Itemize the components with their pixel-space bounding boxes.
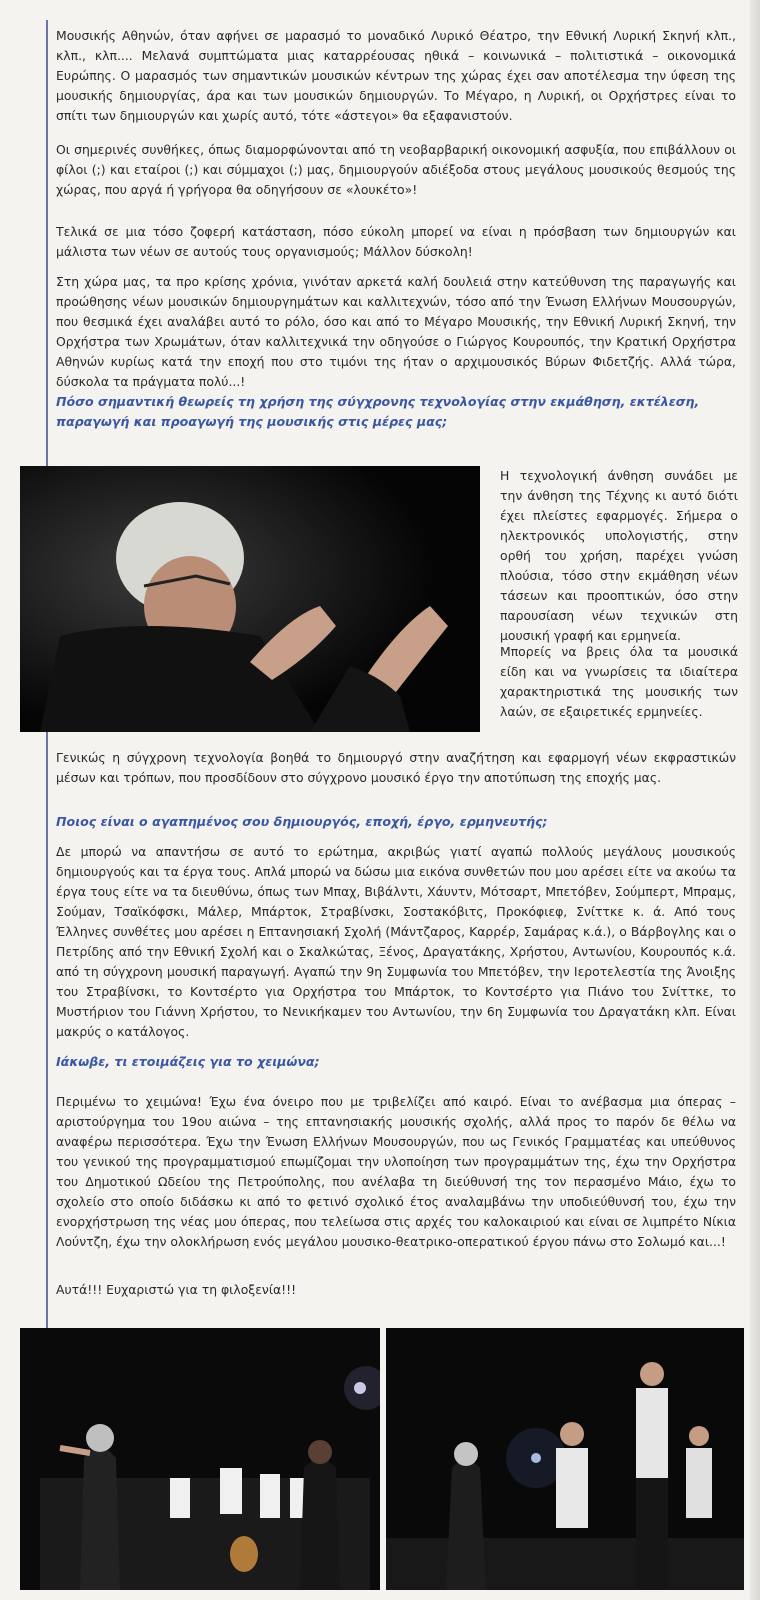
question-winter: Ιάκωβε, τι ετοιμάζεις για το χειμώνα; (56, 1054, 320, 1069)
answer-technology-side: Η τεχνολογική άνθηση συνάδει με την άνθηση της Τέχνης κι αυτό διότι έχει πλείστες εφαρμογές. Σήμερα ο ηλεκτρονικός υπολογιστής, στην ορθή του χρήση, παρέχει γνώση πλούσια, τόσο στην εκμάθηση νέων τάσεων και προοπτικών, όσο στην παρουσίαση νέων τεχνικών στη μουσική γραφή και ερμηνεία. (500, 468, 738, 643)
paragraph-access: Τελικά σε μια τόσο ζοφερή κατάσταση, πόσο εύκολη μπορεί να είναι η πρόσβαση των δημιουργών και μάλιστα των νέων σε αυτούς τους οργανισμούς; Μάλλον δύσκολη! (56, 224, 736, 259)
paragraph-conditions: Οι σημερινές συνθήκες, όπως διαμορφώνονται από τη νεοβαρβαρική οικονομική ασφυξία, που επιβάλλουν οι φίλοι (;) και εταίροι (;) και σύμμαχοι (;) μας, δημιουργούν αδιέξοδα στους μεγάλους μουσικούς θεσμούς της χώρας, που αργά ή γρήγορα θα οδηγήσουν σε «λουκέτο»! (56, 142, 736, 197)
paragraph-pre-crisis: Στη χώρα μας, τα προ κρίσης χρόνια, γινόταν αρκετά καλή δουλειά στην κατεύθυνση της παραγωγής και προώθησης νέων μουσικών δημιουργημάτων και καλλιτεχνών, τόσο από την Ένωση Ελλήνων Μουσουργών, που θεσμικά έχει αναλάβει αυτό το ρόλο, όσο και από το Μέγαρο Μουσικής, την Εθνική Λυρική Σκηνή, την Ορχήστρα των Χρωμάτων, όταν καλλιτεχνικά την οδηγούσε ο Γιώργος Κουρουπός, την Κρατική Ορχήστρα Αθηνών κυρίως κατά την εποχή που στο τιμόνι της ήταν ο αρχιμουσικός Βύρων Φιδετζής. Αλλά τώρα, δύσκολα τα πράγματα πολύ...! (56, 274, 736, 389)
answer-genres-side: Μπορείς να βρεις όλα τα μουσικά είδη και να γνωρίσεις τα ιδιαίτερα χαρακτηριστικά της μουσικής των λαών, σε εξαιρετικές ερμηνείες. (500, 644, 738, 719)
page-edge-shadow (750, 0, 760, 1600)
choir-stage-photo (386, 1328, 744, 1590)
answer-winter: Περιμένω το χειμώνα! Έχω ένα όνειρο που με τριβελίζει από καιρό. Είναι το ανέβασμα μια όπερας – αριστούργημα του 19ου αιώνα – της επτανησιακής μουσικής σχολής, αλλά προς το παρόν δε θέλω να αναφέρω περισσότερα. Έχω την Ένωση Ελλήνων Μουσουργών, που ως Γενικός Γραμματέας και υπεύθυνος του γενικού της προγραμματισμού επωμίζομαι την υλοποίηση των προγραμμάτων της, έχω την Ορχήστρα του Δημοτικού Ωδείου της Πετρούπολης, που ανέλαβα τη διεύθυνσή της τον περασμένο Μάιο, έχω το σχολείο στο οποίο διδάσκω κι από το φετινό σχολικό έτος αναλαμβάνω την υποδιεύθυνσή του, έχω την ενορχήστρωση της νέας μου όπερας, που τελείωσα στις αρχές του καλοκαιριού και είναι σε λιμπρέτο Νίκια Λούντζη, έχω την ολοκλήρωση ενός μεγάλου μουσικο-θεατρικο-οπερατικού έργου πάνω στο Σολωμό και...! (56, 1094, 736, 1249)
orchestra-stage-photo (20, 1328, 380, 1590)
conductor-portrait-photo (20, 466, 480, 732)
paragraph-technology-summary: Γενικώς η σύγχρονη τεχνολογία βοηθά το δημιουργό στην αναζήτηση και εφαρμογή νέων εκφραστικών μέσων και τρόπων, που προσδίδουν στο σύγχρονο μουσικό έργο την αποτύπωση της εποχής μας. (56, 750, 736, 785)
question-favorite: Ποιος είναι ο αγαπημένος σου δημιουργός, εποχή, έργο, ερμηνευτής; (56, 814, 548, 829)
answer-favorite: Δε μπορώ να απαντήσω σε αυτό το ερώτημα, ακριβώς γιατί αγαπώ πολλούς μεγάλους μουσικούς δημιουργούς και τα έργα τους. Απλά μπορώ να δώσω μια εικόνα συνθετών που μου αρέσει είτε να ακούω τα έργα τους είτε να τα διευθύνω, όπως των Μπαχ, Βιβάλντι, Χάυντν, Μότσαρτ, Μπετόβεν, Σούμπερτ, Μπραμς, Σούμαν, Τσαϊκόφσκι, Μάλερ, Μπάρτοκ, Στραβίνσκι, Σοστακόβιτς, Προκόφιεφ, Σνίττκε κ. ά. Από τους Έλληνες συνθέτες μου αρέσει η Επτανησιακή Σχολή (Μάντζαρος, Καρρέρ, Σαμάρας κ.ά.), ο Βάρβογλης και ο Πετρίδης από την Εθνική Σχολή και ο Σκαλκώτας, Ξένος, Δραγατάκης, Χρήστου, Αντωνίου, Κουρουπός κ.ά. από τη σύγχρονη μουσική παραγωγή. Αγαπώ την 9η Συμφωνία του Μπετόβεν, την Ιεροτελεστία της Άνοιξης του Στραβίνσκι, το Κοντσέρτο για Ορχήστρα του Μπάρτοκ, το Κοντσέρτο για Πιάνο του Σνίττκε, το Μυστήριον του Γιάννη Χρήστου, το Νενικήκαμεν του Αντωνίου, την 6η Συμφωνία του Δραγατάκη κλπ. Είναι μακρύς ο κατάλογος. (56, 844, 736, 1039)
paragraph-opening: Μουσικής Αθηνών, όταν αφήνει σε μαρασμό το μοναδικό Λυρικό Θέατρο, την Εθνική Λυρική Σκηνή κλπ., κλπ., κλπ.... Μελανά συμπτώματα μιας καταρρέουσας ηθικά – κοινωνικά – πολιτιστικά – οικονομικά Ευρώπης. Ο μαρασμός των σημαντικών μουσικών κέντρων της χώρας έχει σαν αποτέλεσμα την ύφεση της μουσικής δημιουργίας, άρα και των μουσικών δημιουργών. Το Μέγαρο, η Λυρική, οι Ορχήστρες είναι το σπίτι των δημιουργών και χωρίς αυτό, τότε «άστεγοι» θα εξαφανιστούν. (56, 28, 736, 123)
question-technology: Πόσο σημαντική θεωρείς τη χρήση της σύγχρονης τεχνολογίας στην εκμάθηση, εκτέλεση, παραγωγή και προαγωγή της μουσικής στις μέρες μας; (56, 394, 700, 429)
closing-line: Αυτά!!! Ευχαριστώ για τη φιλοξενία!!! (56, 1282, 297, 1297)
